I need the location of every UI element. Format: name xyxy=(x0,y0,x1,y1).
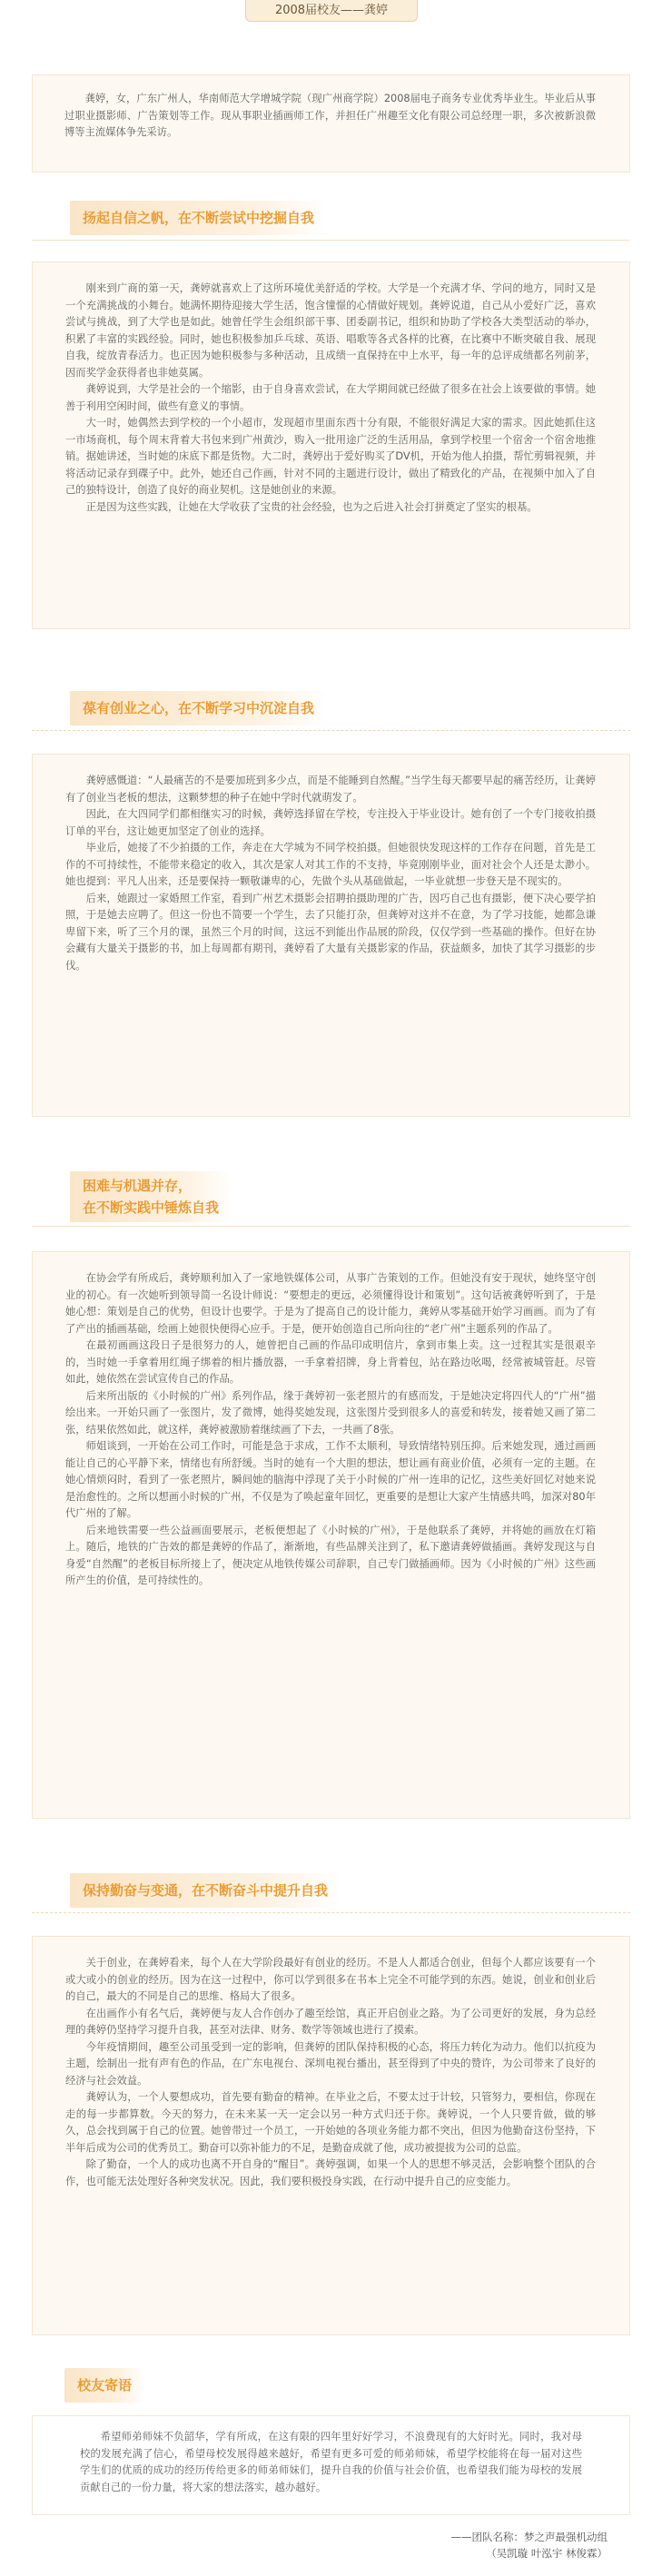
signature-team: ——团队名称：梦之声最强机动组 xyxy=(450,2531,608,2543)
section-4-body xyxy=(32,1936,630,2335)
paragraph: 刚来到广商的第一天，龚婷就喜欢上了这所环境优美舒适的学校。大学是一个充满才华、学问的地方，同时又是一个充满挑战的小舞台。她满怀期待迎接大学生活，饱含憧憬的心情做好规划。龚婷说道，自己从小爱好广泛，喜欢尝试与挑战，到了大学也是如此。她曾任学生会组织部干事、团委副书记，组织和协助了学校各大类型活动的举办，积累了丰富的实践经验。同时，她也积极参加乒乓球、英语、唱歌等各式各样的比赛，在比赛中不断突破自我、展现自我，绽放青春活力。也正因为她积极参与多种活动，且成绩一直保持在中上水平，每一年的总评成绩都名列前茅，因而奖学金获得者也非她莫属。 xyxy=(65,282,596,379)
signature-members: （吴凯璇 叶泓宇 林俊霖） xyxy=(486,2547,608,2560)
intro-box xyxy=(32,74,630,173)
divider xyxy=(32,730,630,731)
section-1-header xyxy=(32,180,630,262)
paragraph: 今年疫情期间，趣至公司虽受到一定的影响，但龚婷的团队保持积极的心态，将压力转化为动力。他们以抗疫为主题，绘制出一批有声有色的作品，在广东电视台、深圳电视台播出，甚至得到了中央的赞许，为公司带来了良好的经济与社会效益。 xyxy=(65,2040,596,2087)
closing-title: 校友寄语 xyxy=(64,2368,144,2403)
section-2-title: 葆有创业之心，在不断学习中沉淀自我 xyxy=(70,691,327,725)
closing-box xyxy=(32,2415,630,2515)
paragraph: 关于创业，在龚婷看来，每个人在大学阶段最好有创业的经历。不是人人都适合创业，但每个人都应该要有一个或大或小的创业的经历。因为在这一过程中，你可以学到很多在书本上完全不可能学到的东西。她说，创业和创业后的自己，最大的不同是自己的思维、格局大了很多。 xyxy=(65,1957,596,2002)
section-1-title: 扬起自信之帆，在不断尝试中挖掘自我 xyxy=(70,201,327,235)
section-4-title: 保持勤奋与变通，在不断奋斗中提升自我 xyxy=(70,1873,341,1908)
paragraph: 在出画作小有名气后，龚婷便与友人合作创办了趣至绘馆，真正开启创业之路。为了公司更好的发展，身为总经理的龚婷仍坚持学习提升自我，甚至对法律、财务、数学等领域也进行了摸索。 xyxy=(65,2007,596,2036)
section-3-title xyxy=(70,1171,232,1222)
section-3-header xyxy=(32,1153,630,1244)
paragraph: 毕业后，她接了不少拍摄的工作，奔走在大学城为不同学校拍摄。但她很快发现这样的工作存在问题，首先是工作的不可持续性，不能带来稳定的收入，其次是家人对其工作的不支持，毕竟刚刚毕业，面对社会个人还是太渺小。她也提到：平凡人出来，还是要保持一颗敬谦卑的心，先做个头从基础做起，一毕业就想一步登天是不现实的。 xyxy=(65,842,596,887)
section-4-header xyxy=(32,1852,630,1934)
paragraph: 龚婷说到，大学是社会的一个缩影，由于自身喜欢尝试，在大学期间就已经做了很多在社会上该要做的事情。她善于利用空闲时间，做些有意义的事情。 xyxy=(65,383,596,412)
section-3-body xyxy=(32,1251,630,1819)
divider xyxy=(32,240,630,241)
paragraph: 师姐谈到，一开始在公司工作时，可能是急于求成，工作不太顺利，导致情绪特别压抑。后来她发现，通过画画能让自己的心平静下来，情绪也有所舒缓。当时的她有一个大胆的想法，想让画有商业价值，必须有一定的主题。在她心情烦闷时，看到了一张老照片，瞬间她的脑海中浮现了关于小时候的广州一连串的记忆，这些美好回忆对她来说是治愈性的。之所以想画小时候的广州，不仅是为了唤起童年回忆，更重要的是想让大家产生情感共鸣，加深对80年代广州的了解。 xyxy=(65,1440,596,1519)
paragraph: 在最初画画这段日子是很努力的人，她曾把自己画的作品印成明信片，拿到市集上卖。这一过程其实是很艰辛的，当时她一手拿着用红绳子绑着的相片播放器，一手拿着招牌，身上背着包，站在路边吆喝，经常被城管赶。尽管如此，她依然在尝试宣传自己的作品。 xyxy=(65,1339,596,1385)
section-1-body xyxy=(32,262,630,629)
paragraph: 正是因为这些实践，让她在大学收获了宝贵的社会经验，也为之后进入社会打拼奠定了坚实的根基。 xyxy=(85,500,538,513)
paragraph: 大一时，她偶然去到学校的一个小超市，发现超市里面东西十分有限，不能很好满足大家的需求。因此她抓住这一市场商机，每个周末背着大书包来到广州黄沙，购入一批用途广泛的生活用品，拿到学校里一个宿舍一个宿舍地推销。据她讲述，当时她的床底下都是货物。大二时，龚婷出于爱好购买了DV机，开始为他人拍摄，帮忙剪辑视频，并将活动记录存到碟子中。此外，她还自己作画，针对不同的主题进行设计，做出了精致化的产品，在视频中加入了自己的独特设计，创造了良好的商业契机。这是她创业的来源。 xyxy=(65,417,596,496)
paragraph: 除了勤奋，一个人的成功也离不开自身的“醒目”。龚婷强调，如果一个人的思想不够灵活，会影响整个团队的合作，也可能无法处理好各种突发状况。因此，我们要积极投身实践，在行动中提升自己的应变能力。 xyxy=(65,2158,596,2187)
page-title: 2008届校友——龚婷 xyxy=(245,0,418,22)
paragraph: 因此，在大四同学们都相继实习的时候，龚婷选择留在学校，专注投入于毕业设计。她有创了一个专门接收拍摄订单的平台，这让她更加坚定了创业的选择。 xyxy=(65,808,596,837)
paragraph: 后来所出版的《小时候的广州》系列作品，缘于龚婷初一张老照片的有感而发，于是她决定将四代人的“广州”描绘出来。一开始只画了一张图片，发了微博，她得奖她发现，这张图片受到很多人的喜爱和转发，接着她又画了第二张，结果依然如此，就这样，龚婷被激励着继续画了下去，一共画了8张。 xyxy=(65,1389,596,1436)
paragraph: 后来，她跟过一家婚照工作室，看到广州艺术摄影会招聘拍摄助理的广告，因巧自己也有摄影，便下决心要学拍照，于是她去应聘了。但这一份也不简要一个学生，去了只能打杂，但龚婷对这并不在意，为了学习技能，她都急谦卑留下来，听了三个月的课，虽然三个月的时间，这远不到能出作品展的阶段，仅仅学到一些基础的操作。但好在协会藏有大量关于摄影的书，加上每周都有期刊，龚婷看了大量有关摄影家的作品，获益颇多，加快了其学习摄影的步伐。 xyxy=(65,892,596,972)
section-2-body xyxy=(32,754,630,1117)
paragraph: 龚婷认为，一个人要想成功，首先要有勤奋的精神。在毕业之后，不要太过于计较，只管努力，要相信，你现在走的每一步都算数。今天的努力，在未来某一天一定会以另一种方式归还于你。龚婷说，一个人只要肯做，做的够久，总会找到属于自己的位置。她曾带过一个员工，一开始她的各项业务能力都不突出，但因为他勤奋这份坚持，下半年后成为公司的优秀员工。勤奋可以弥补能力的不足，是勤奋成就了他，成功被提拔为公司的总监。 xyxy=(65,2091,596,2154)
section-3-title-line: 在不断实践中锤炼自我 xyxy=(83,1199,220,1216)
paragraph: 龚婷感慨道：“人最痛苦的不是要加班到多少点，而是不能睡到自然醒。”当学生每天都要早起的痛苦经历，让龚婷有了创业当老板的想法，这颗梦想的种子在她中学时代就萌发了。 xyxy=(65,775,596,804)
signature xyxy=(451,2529,608,2561)
closing-paragraph: 希望师弟师妹不负韶华，学有所成，在这有限的四年里好好学习，不浪费现有的大好时光。同时，我对母校的发展充满了信心，希望母校发展得越来越好，希望有更多可爱的师弟师妹，希望学校能将在每一届对这些学生们的优质的成功的经历传给更多的师弟师妹们，提升自我的价值与社会价值，也希望我们能为母校的发展贡献自己的一份力量，将大家的想法落实，越办越好。 xyxy=(80,2431,582,2493)
closing-header xyxy=(32,2359,630,2413)
divider xyxy=(32,1912,630,1913)
divider xyxy=(32,1226,630,1227)
paragraph: 在协会学有所成后，龚婷顺利加入了一家地铁媒体公司，从事广告策划的工作。但她没有安于现状，她终坚守创业的初心。有一次她听到领导简一名设计师说：“要想走的更远，必须懂得设计和策划”。这句话被龚婷听到了，于是她心想：策划是自己的优势，但设计也要学。于是为了提高自己的设计能力，龚婷从零基础开始学习画画。而为了有了产出的插画基础，绘画上她很快便得心应手。于是，便开始创造自己所向往的“老广州”主题系列的作品了。 xyxy=(65,1272,596,1335)
section-3-title-line: 困难与机遇并存， xyxy=(83,1178,193,1194)
intro-paragraph: 龚婷，女，广东广州人，华南师范大学增城学院（现广州商学院）2008届电子商务专业优秀毕业生。毕业后从事过职业摄影师、广告策划等工作。现从事职业插画师工作，并担任广州趣至文化有限公司总经理一职，多次被新浪微博等主流媒体争先采访。 xyxy=(64,93,596,138)
paragraph: 后来地铁需要一些公益画面要展示，老板便想起了《小时候的广州》，于是他联系了龚婷，并将她的画放在灯箱上。随后，地铁的广告效的都是龚婷的作品了，渐渐地，有些品牌关注到了，私下邀请龚婷做插画。龚婷发现这与自身爱“自然醒”的老板目标所接上了，便决定从地铁传媒公司辞职，自己专门做插画师。因为《小时候的广州》这些画所产生的价值，是可持续性的。 xyxy=(65,1524,596,1586)
header xyxy=(0,0,662,54)
section-2-header xyxy=(32,670,630,752)
